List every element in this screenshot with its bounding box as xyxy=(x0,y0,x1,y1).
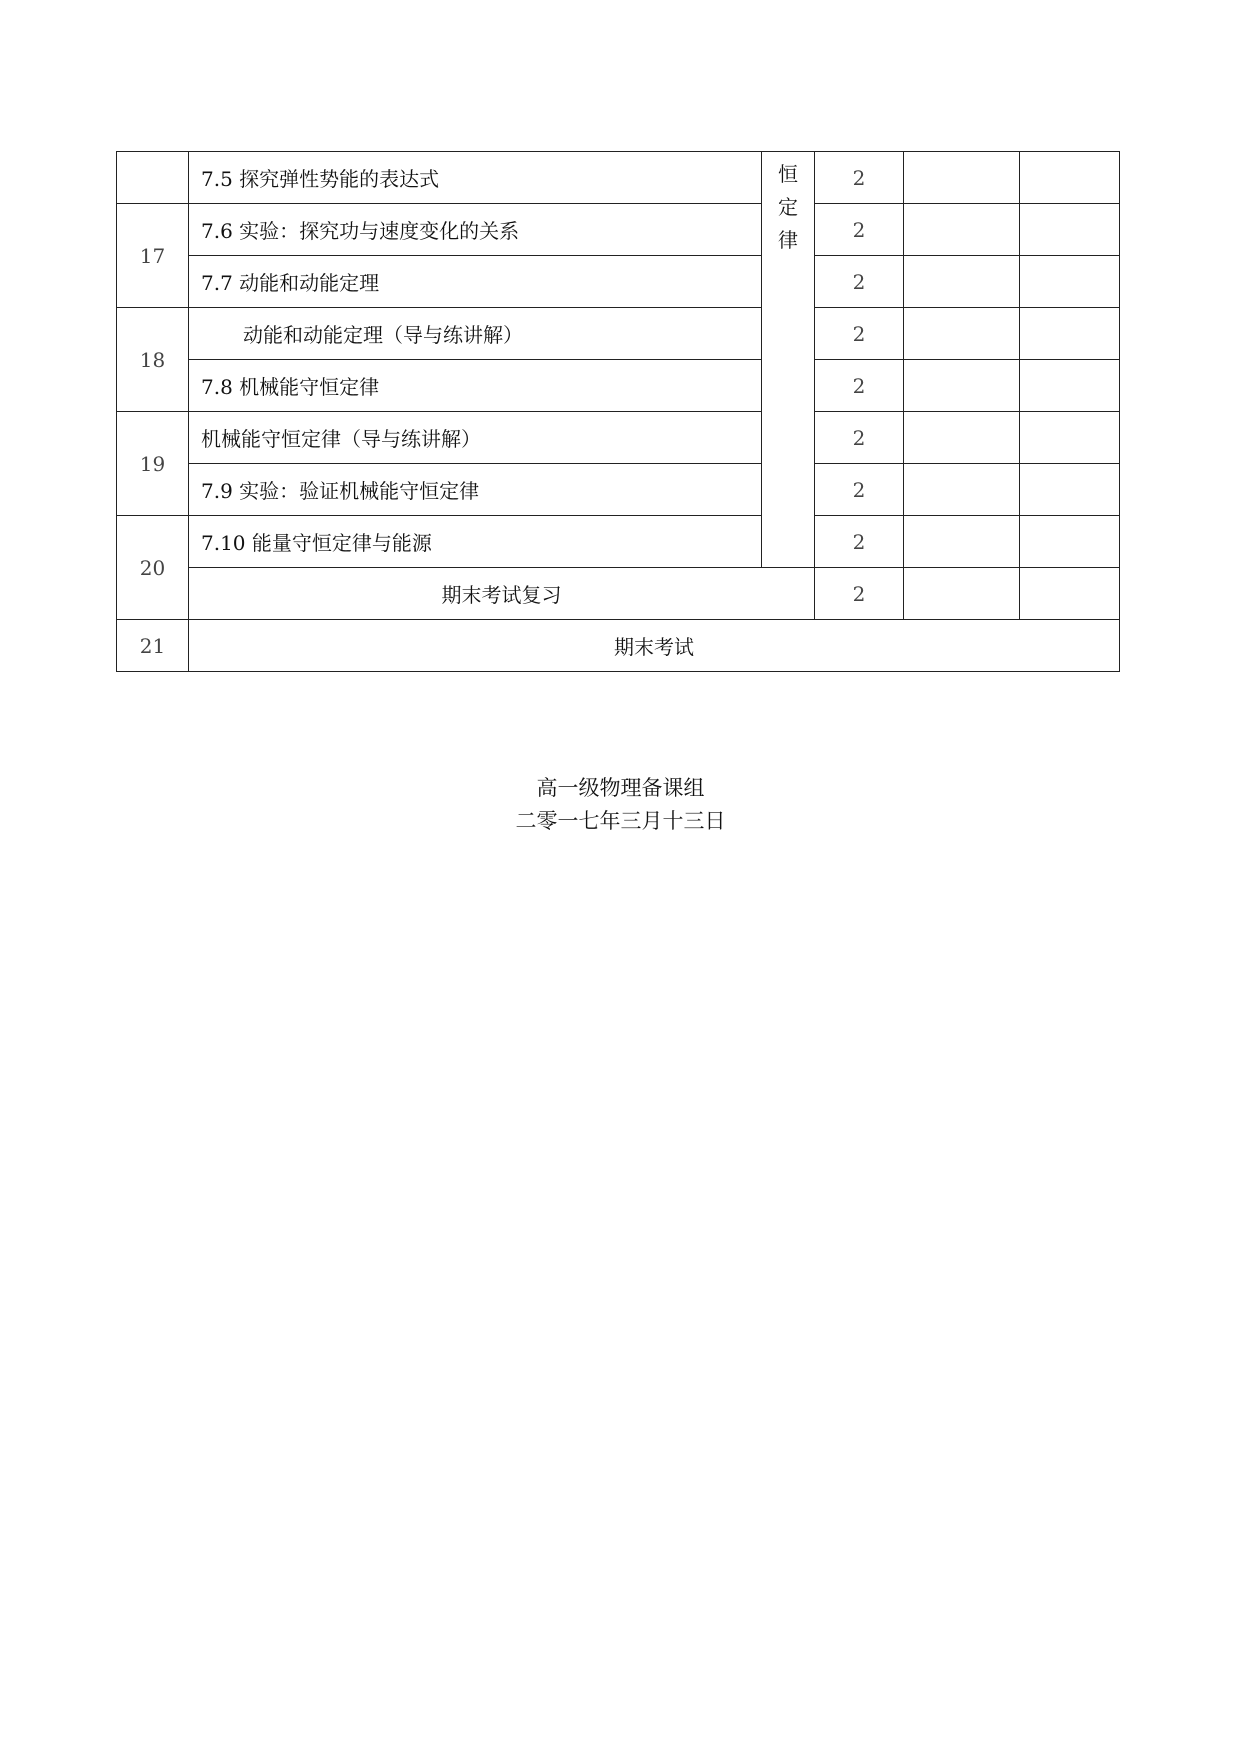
topic-cell: 7.6 实验：探究功与速度变化的关系 xyxy=(189,204,762,256)
hours-cell: 2 xyxy=(815,516,904,568)
schedule-table xyxy=(116,151,1120,672)
hours-cell: 2 xyxy=(815,308,904,360)
empty-cell xyxy=(904,464,1020,516)
hours-cell: 2 xyxy=(815,568,904,620)
topic-cell: 7.9 实验：验证机械能守恒定律 xyxy=(189,464,762,516)
empty-cell xyxy=(1020,516,1120,568)
topic-cell: 期末考试 xyxy=(189,620,1120,672)
hours-cell: 2 xyxy=(815,152,904,204)
empty-cell xyxy=(1020,308,1120,360)
empty-cell xyxy=(904,256,1020,308)
footer-group: 高一级物理备课组 xyxy=(536,776,705,800)
topic-cell: 7.5 探究弹性势能的表达式 xyxy=(189,152,762,204)
topic-cell: 动能和动能定理（导与练讲解） xyxy=(189,308,762,360)
unit-char: 恒 xyxy=(778,162,798,186)
table-row xyxy=(117,412,1120,464)
hours-cell: 2 xyxy=(815,360,904,412)
empty-cell xyxy=(904,516,1020,568)
empty-cell xyxy=(904,308,1020,360)
empty-cell xyxy=(904,360,1020,412)
table-row xyxy=(117,204,1120,256)
empty-cell xyxy=(904,152,1020,204)
table-row xyxy=(117,516,1120,568)
topic-cell: 机械能守恒定律（导与练讲解） xyxy=(189,412,762,464)
topic-cell: 7.10 能量守恒定律与能源 xyxy=(189,516,762,568)
hours-cell: 2 xyxy=(815,464,904,516)
unit-cell xyxy=(762,152,815,568)
hours-cell: 2 xyxy=(815,412,904,464)
empty-cell xyxy=(904,412,1020,464)
topic-cell: 7.7 动能和动能定理 xyxy=(189,256,762,308)
table-row xyxy=(117,620,1120,672)
empty-cell xyxy=(904,204,1020,256)
empty-cell xyxy=(1020,568,1120,620)
table-row xyxy=(117,464,1120,516)
week-cell: 20 xyxy=(117,516,189,620)
week-cell: 19 xyxy=(117,412,189,516)
empty-cell xyxy=(904,568,1020,620)
week-cell: 17 xyxy=(117,204,189,308)
hours-cell: 2 xyxy=(815,256,904,308)
table-row xyxy=(117,256,1120,308)
table-row xyxy=(117,308,1120,360)
empty-cell xyxy=(1020,360,1120,412)
week-cell xyxy=(117,152,189,204)
table-row xyxy=(117,152,1120,204)
week-cell: 18 xyxy=(117,308,189,412)
table-row xyxy=(117,568,1120,620)
week-cell: 21 xyxy=(117,620,189,672)
topic-cell: 7.8 机械能守恒定律 xyxy=(189,360,762,412)
empty-cell xyxy=(1020,204,1120,256)
topic-cell: 期末考试复习 xyxy=(189,568,815,620)
table-row xyxy=(117,360,1120,412)
unit-char: 律 xyxy=(778,228,798,252)
empty-cell xyxy=(1020,412,1120,464)
empty-cell xyxy=(1020,464,1120,516)
unit-char: 定 xyxy=(778,195,798,219)
empty-cell xyxy=(1020,256,1120,308)
footer-date: 二零一七年三月十三日 xyxy=(515,809,726,833)
hours-cell: 2 xyxy=(815,204,904,256)
empty-cell xyxy=(1020,152,1120,204)
